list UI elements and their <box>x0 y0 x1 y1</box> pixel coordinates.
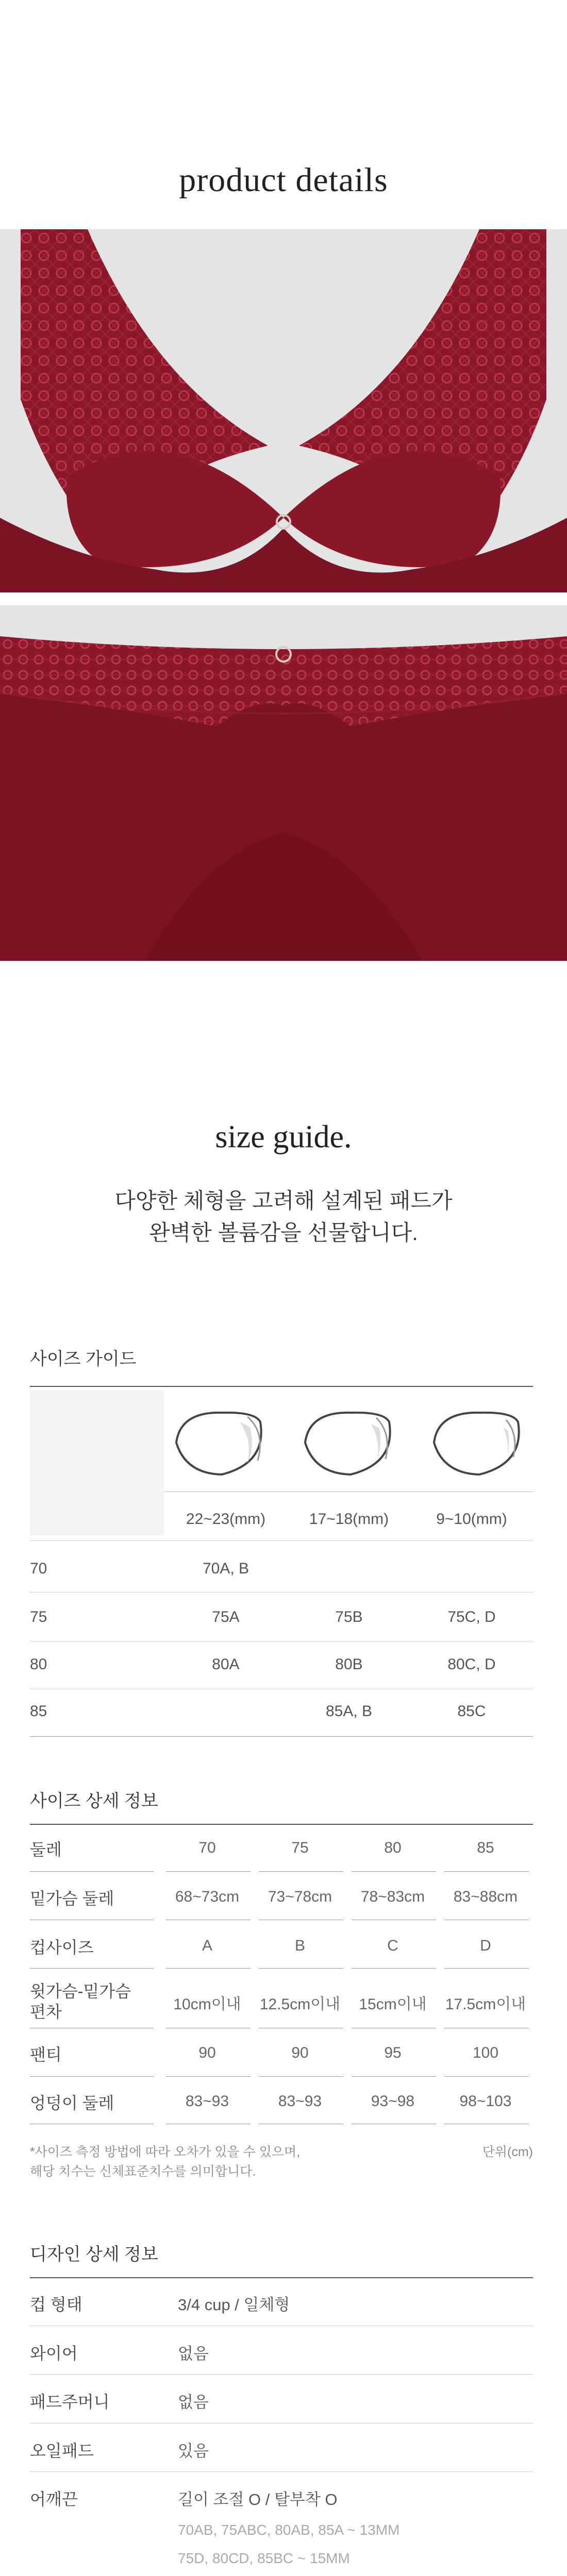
panty-photo <box>0 605 567 961</box>
detail-cell: C <box>387 1937 398 1954</box>
detail-label-rule <box>30 1871 154 1872</box>
detail-cell: 83~93 <box>185 2093 229 2110</box>
detail-cell: 12.5cm이내 <box>259 1996 341 2013</box>
detail-cell: 100 <box>472 2044 499 2061</box>
detail-cell-rule <box>166 2076 251 2077</box>
detail-cell-rule <box>166 1968 251 1969</box>
cup-depth-2: 17~18(mm) <box>309 1511 389 1528</box>
detail-note <box>30 2142 300 2181</box>
size-table-bottom-rule <box>30 1736 533 1737</box>
bra-photo <box>0 229 567 592</box>
detail-cell-rule <box>444 1871 529 1872</box>
size-row-band: 75 <box>30 1608 47 1625</box>
detail-cell: 17.5cm이내 <box>445 1996 526 2013</box>
detail-cell: A <box>202 1937 212 1954</box>
size-cell: 85C <box>457 1703 486 1720</box>
spec-value: 3/4 cup / 일체형 <box>178 2296 290 2314</box>
design-spec-label: 디자인 상세 정보 <box>30 2245 158 2264</box>
detail-cell: 70 <box>198 1839 216 1856</box>
spec-name: 오일패드 <box>30 2442 94 2460</box>
unit-label: 단위(cm) <box>482 2145 533 2159</box>
detail-cell: 90 <box>198 2044 216 2061</box>
detail-table-top-rule <box>30 1824 533 1825</box>
spec-rule <box>30 2374 533 2375</box>
detail-cell: 98~103 <box>459 2093 512 2110</box>
strap-width-line-1: 70AB, 75ABC, 80AB, 85A ~ 13MM <box>178 2522 400 2538</box>
size-cell: 80A <box>212 1656 240 1673</box>
detail-table-label: 사이즈 상세 정보 <box>30 1791 158 1811</box>
detail-label-rule <box>30 1968 154 1969</box>
size-table-top-rule <box>30 1386 533 1387</box>
size-table-label: 사이즈 가이드 <box>30 1349 137 1369</box>
detail-cell-rule <box>352 1871 436 1872</box>
note-line-1: *사이즈 측정 방법에 따라 오차가 있을 수 있으며, <box>30 2145 301 2159</box>
spec-name: 컵 형태 <box>30 2295 82 2314</box>
spec-value: 길이 조절 O / 탈부착 O <box>178 2490 338 2509</box>
detail-cell: 93~98 <box>371 2093 415 2110</box>
detail-row-name <box>30 1839 62 1860</box>
size-cell: 80C, D <box>447 1656 496 1673</box>
cup-shape-3-icon <box>428 1401 531 1484</box>
detail-row-name <box>30 1937 94 1958</box>
size-row-rule <box>30 1540 533 1541</box>
detail-cell-rule <box>166 1871 251 1872</box>
spec-rule <box>30 2471 533 2472</box>
cup-shape-1-icon <box>170 1401 273 1484</box>
detail-label-rule <box>30 2076 154 2077</box>
size-row-band: 80 <box>30 1656 47 1673</box>
strap-width-line-2: 75D, 80CD, 85BC ~ 15MM <box>178 2550 350 2566</box>
detail-cell-rule <box>259 2076 343 2077</box>
spec-value: 있음 <box>178 2442 209 2460</box>
detail-row-name <box>30 2044 62 2065</box>
detail-cell-rule <box>259 1871 343 1872</box>
detail-cell: 80 <box>384 1839 402 1856</box>
size-cell: 75C, D <box>447 1608 496 1625</box>
spec-rule <box>30 2423 533 2424</box>
cup-depth-3: 9~10(mm) <box>436 1511 507 1528</box>
detail-row-name-line: 밑가슴 둘레 <box>30 1889 114 1908</box>
spec-value: 없음 <box>178 2345 209 2363</box>
spec-name: 와이어 <box>30 2344 78 2363</box>
detail-cell: 68~73cm <box>175 1888 240 1905</box>
detail-cell: B <box>294 1937 305 1954</box>
detail-cell-rule <box>352 1968 436 1969</box>
size-guide-subtitle <box>0 1185 567 1249</box>
spec-name: 어깨끈 <box>30 2490 78 2509</box>
subtitle-line-2: 완벽한 볼륨감을 선물합니다. <box>149 1221 418 1245</box>
spec-name: 패드주머니 <box>30 2393 110 2411</box>
detail-cell: 78~83cm <box>360 1888 425 1905</box>
detail-cell: 15cm이내 <box>359 1996 427 2013</box>
detail-cell: 95 <box>384 2044 402 2061</box>
product-details-title: product details <box>179 161 388 199</box>
detail-cell: 90 <box>291 2044 309 2061</box>
detail-cell-rule <box>259 1968 343 1969</box>
detail-row-name-line: 엉덩이 둘레 <box>30 2094 114 2112</box>
detail-cell-rule <box>352 2076 436 2077</box>
spec-value: 없음 <box>178 2393 209 2411</box>
size-cell: 70A, B <box>202 1560 249 1577</box>
design-spec-top-rule <box>30 2277 533 2278</box>
detail-cell: 10cm이내 <box>173 1996 241 2013</box>
size-row-band: 85 <box>30 1703 47 1720</box>
detail-cell: 75 <box>291 1839 309 1856</box>
size-cell: 75B <box>335 1608 363 1625</box>
detail-cell: 73~78cm <box>268 1888 332 1905</box>
detail-cell-rule <box>444 2076 529 2077</box>
size-cell: 80B <box>335 1656 363 1673</box>
cup-depth-1: 22~23(mm) <box>186 1511 266 1528</box>
detail-row-name-line: 컵사이즈 <box>30 1938 94 1957</box>
detail-row-name-line: 편차 <box>30 2003 62 2021</box>
detail-cell: 85 <box>477 1839 494 1856</box>
detail-row-name <box>30 2093 114 2113</box>
detail-cell: 83~93 <box>278 2093 322 2110</box>
detail-cell: D <box>480 1937 491 1954</box>
detail-row-name-line: 둘레 <box>30 1840 62 1859</box>
detail-cell-rule <box>444 1968 529 1969</box>
size-cell: 85A, B <box>325 1703 373 1720</box>
size-cell: 75A <box>212 1608 240 1625</box>
detail-cell: 83~88cm <box>453 1888 518 1905</box>
subtitle-line-1: 다양한 체형을 고려해 설계된 패드가 <box>114 1189 453 1213</box>
size-guide-title: size guide. <box>215 1120 352 1155</box>
detail-row-name <box>30 1888 114 1909</box>
note-line-2: 해당 치수는 신체표준치수를 의미합니다. <box>30 2164 256 2179</box>
size-row-band: 70 <box>30 1560 47 1577</box>
detail-row-name-line: 윗가슴-밑가슴 <box>30 1982 131 2001</box>
detail-row-name <box>30 1981 131 2022</box>
detail-row-name-line: 팬티 <box>30 2045 62 2064</box>
cup-shape-2-icon <box>299 1401 402 1484</box>
